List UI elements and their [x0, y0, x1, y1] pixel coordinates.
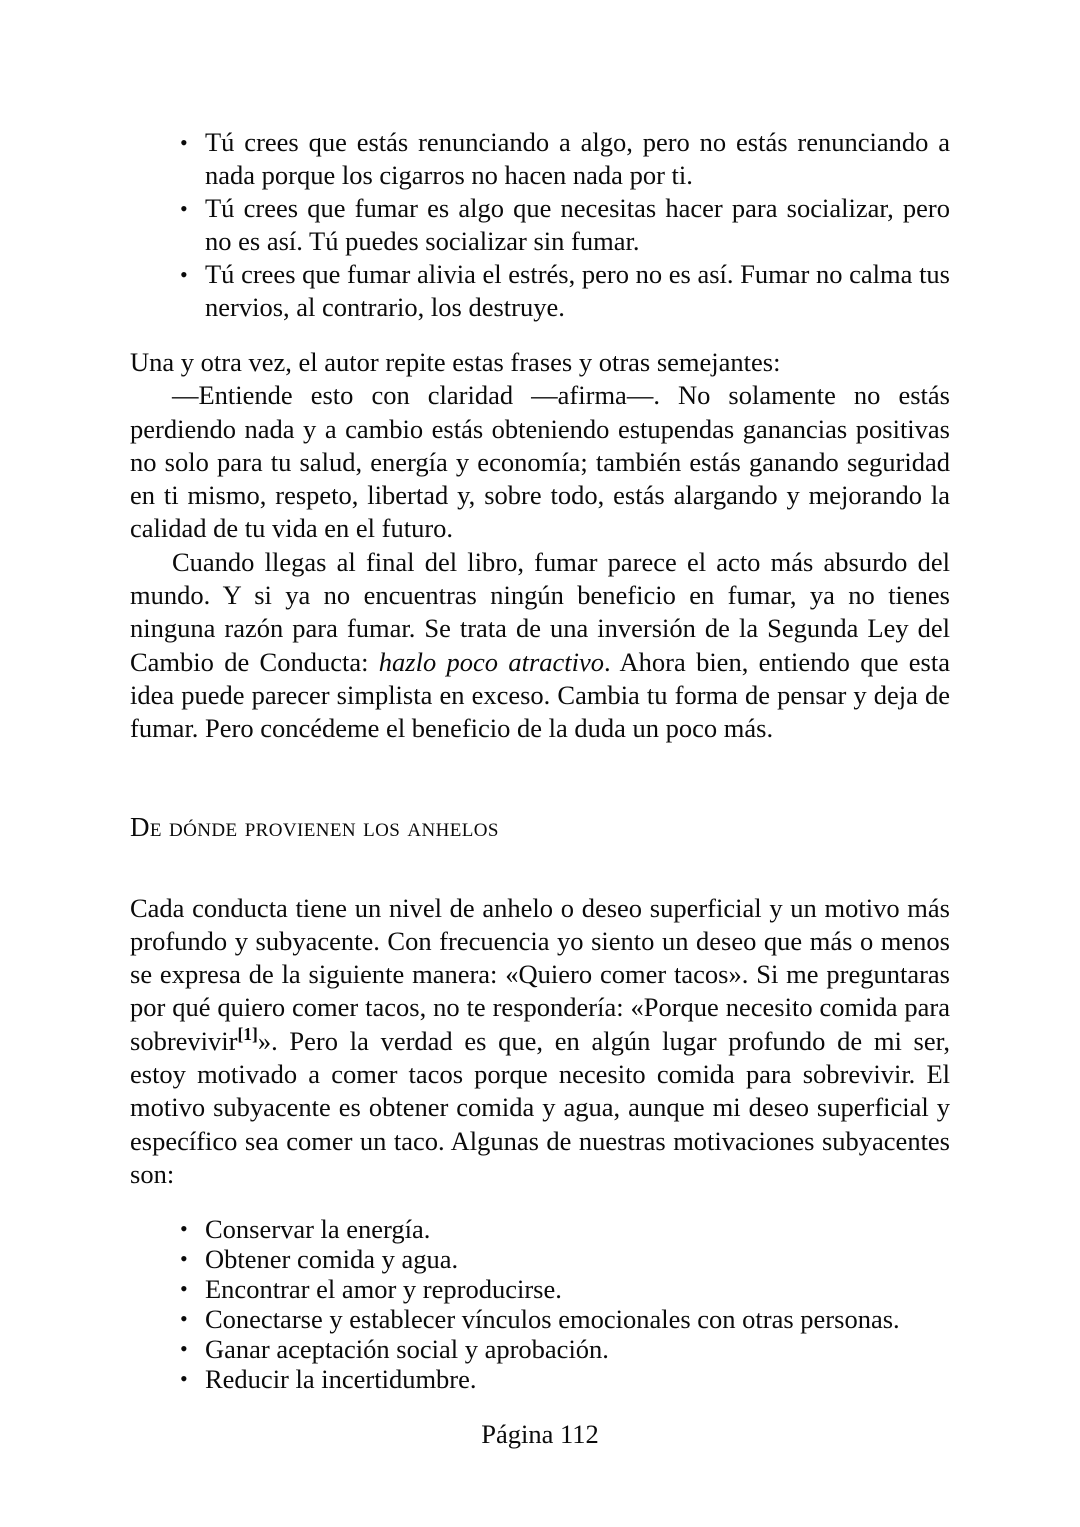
motivations-bullet-list: [130, 1214, 950, 1394]
quote-paragraph: —Entiende esto con claridad —afirma—. No solamente no estás perdiendo nada y a cambio estás obteniendo estupendas ganancias positivas no solo para tu salud, energía y economía; también estás ganando seguridad en ti mismo, respeto, libertad y, sobre todo, estás alargando y mejorando la calidad de tu vida en el futuro.: [130, 380, 950, 544]
list-paragraph-spacer: [130, 324, 950, 346]
heading-top-spacer: [130, 746, 950, 810]
bullet-icon: •: [180, 1366, 188, 1392]
list-item-text: Ganar aceptación social y aprobación.: [205, 1334, 609, 1365]
page-title: De dónde provienen los anhelos: [130, 811, 499, 842]
beliefs-bullet-list: [130, 126, 950, 324]
bullet-icon: •: [180, 1306, 188, 1332]
bullet-icon: •: [180, 196, 188, 221]
list-item: [130, 1334, 950, 1364]
bullet-icon: •: [180, 1246, 188, 1272]
footnote-reference-link[interactable]: [1]: [237, 1023, 258, 1044]
list-item-text: Tú crees que estás renunciando a algo, pero no estás renunciando a nada porque los cigarros no hacen nada por ti.: [205, 127, 950, 190]
final-list-spacer: [130, 1191, 950, 1214]
section-text-part2: ». Pero la verdad es que, en algún lugar profundo de mi ser, estoy motivado a comer tacos porque necesito comida para sobrevivir. El motivo subyacente es obtener comida y agua, aunque mi deseo superficial y específico sea comer un taco. Algunas de nuestras motivaciones subyacentes son:: [130, 1025, 950, 1189]
emphasis-hazlo-poco-atractivo: hazlo poco atractivo: [378, 646, 605, 677]
bullet-icon: •: [180, 1276, 188, 1302]
bullet-icon: •: [180, 262, 188, 287]
heading-bottom-spacer: [130, 844, 950, 892]
list-item-text: Conservar la energía.: [205, 1214, 431, 1245]
page-number-footer: Página 112: [481, 1419, 599, 1449]
list-item-text: Tú crees que fumar alivia el estrés, pero no es así. Fumar no calma tus nervios, al contrario, los destruye.: [205, 259, 950, 322]
list-item-text: Obtener comida y agua.: [205, 1244, 459, 1275]
top-spacer: [130, 0, 950, 126]
list-item: [130, 1304, 950, 1334]
bullet-icon: •: [180, 130, 188, 155]
bullet-icon: •: [180, 1216, 188, 1242]
section-paragraph: [130, 892, 950, 1192]
list-item: [130, 1214, 950, 1244]
page-content: [130, 0, 950, 1394]
list-item: [130, 192, 950, 258]
list-item: [130, 1274, 950, 1304]
list-item-text: Reducir la incertidumbre.: [205, 1364, 477, 1395]
list-item: [130, 1364, 950, 1394]
conclusion-text-part2: . Ahora bien, entiendo que esta idea puede parecer simplista en exceso. Cambia tu forma de pensar y deja de fumar. Pero concédeme el beneficio de la duda un poco más.: [130, 646, 950, 744]
conclusion-paragraph: [130, 546, 950, 746]
intro-paragraph: Una y otra vez, el autor repite estas frases y otras semejantes:: [130, 347, 781, 377]
bullet-icon: •: [180, 1336, 188, 1362]
list-item-text: Encontrar el amor y reproducirse.: [205, 1274, 562, 1305]
list-item-text: Conectarse y establecer vínculos emocionales con otras personas.: [205, 1304, 900, 1335]
list-item: [130, 258, 950, 324]
section-text-part1: Cada conducta tiene un nivel de anhelo o deseo superficial y un motivo más profundo y subyacente. Con frecuencia yo siento un deseo que más o menos se expresa de la siguiente manera: «Quiero comer tacos». Si me preguntaras por qué quiero comer tacos, no te respondería: «Porque necesito comida para sobrevivir: [130, 892, 950, 1056]
conclusion-text-part1: Cuando llegas al final del libro, fumar parece el acto más absurdo del mundo. Y si ya no encuentras ningún beneficio en fumar, ya no tienes ninguna razón para fumar. Se trata de una inversión de la Segunda Ley del Cambio de Conducta:: [130, 546, 950, 677]
list-item: [130, 126, 950, 192]
list-item-text: Tú crees que fumar es algo que necesitas hacer para socializar, pero no es así. Tú puedes socializar sin fumar.: [205, 193, 950, 256]
list-item: [130, 1244, 950, 1274]
